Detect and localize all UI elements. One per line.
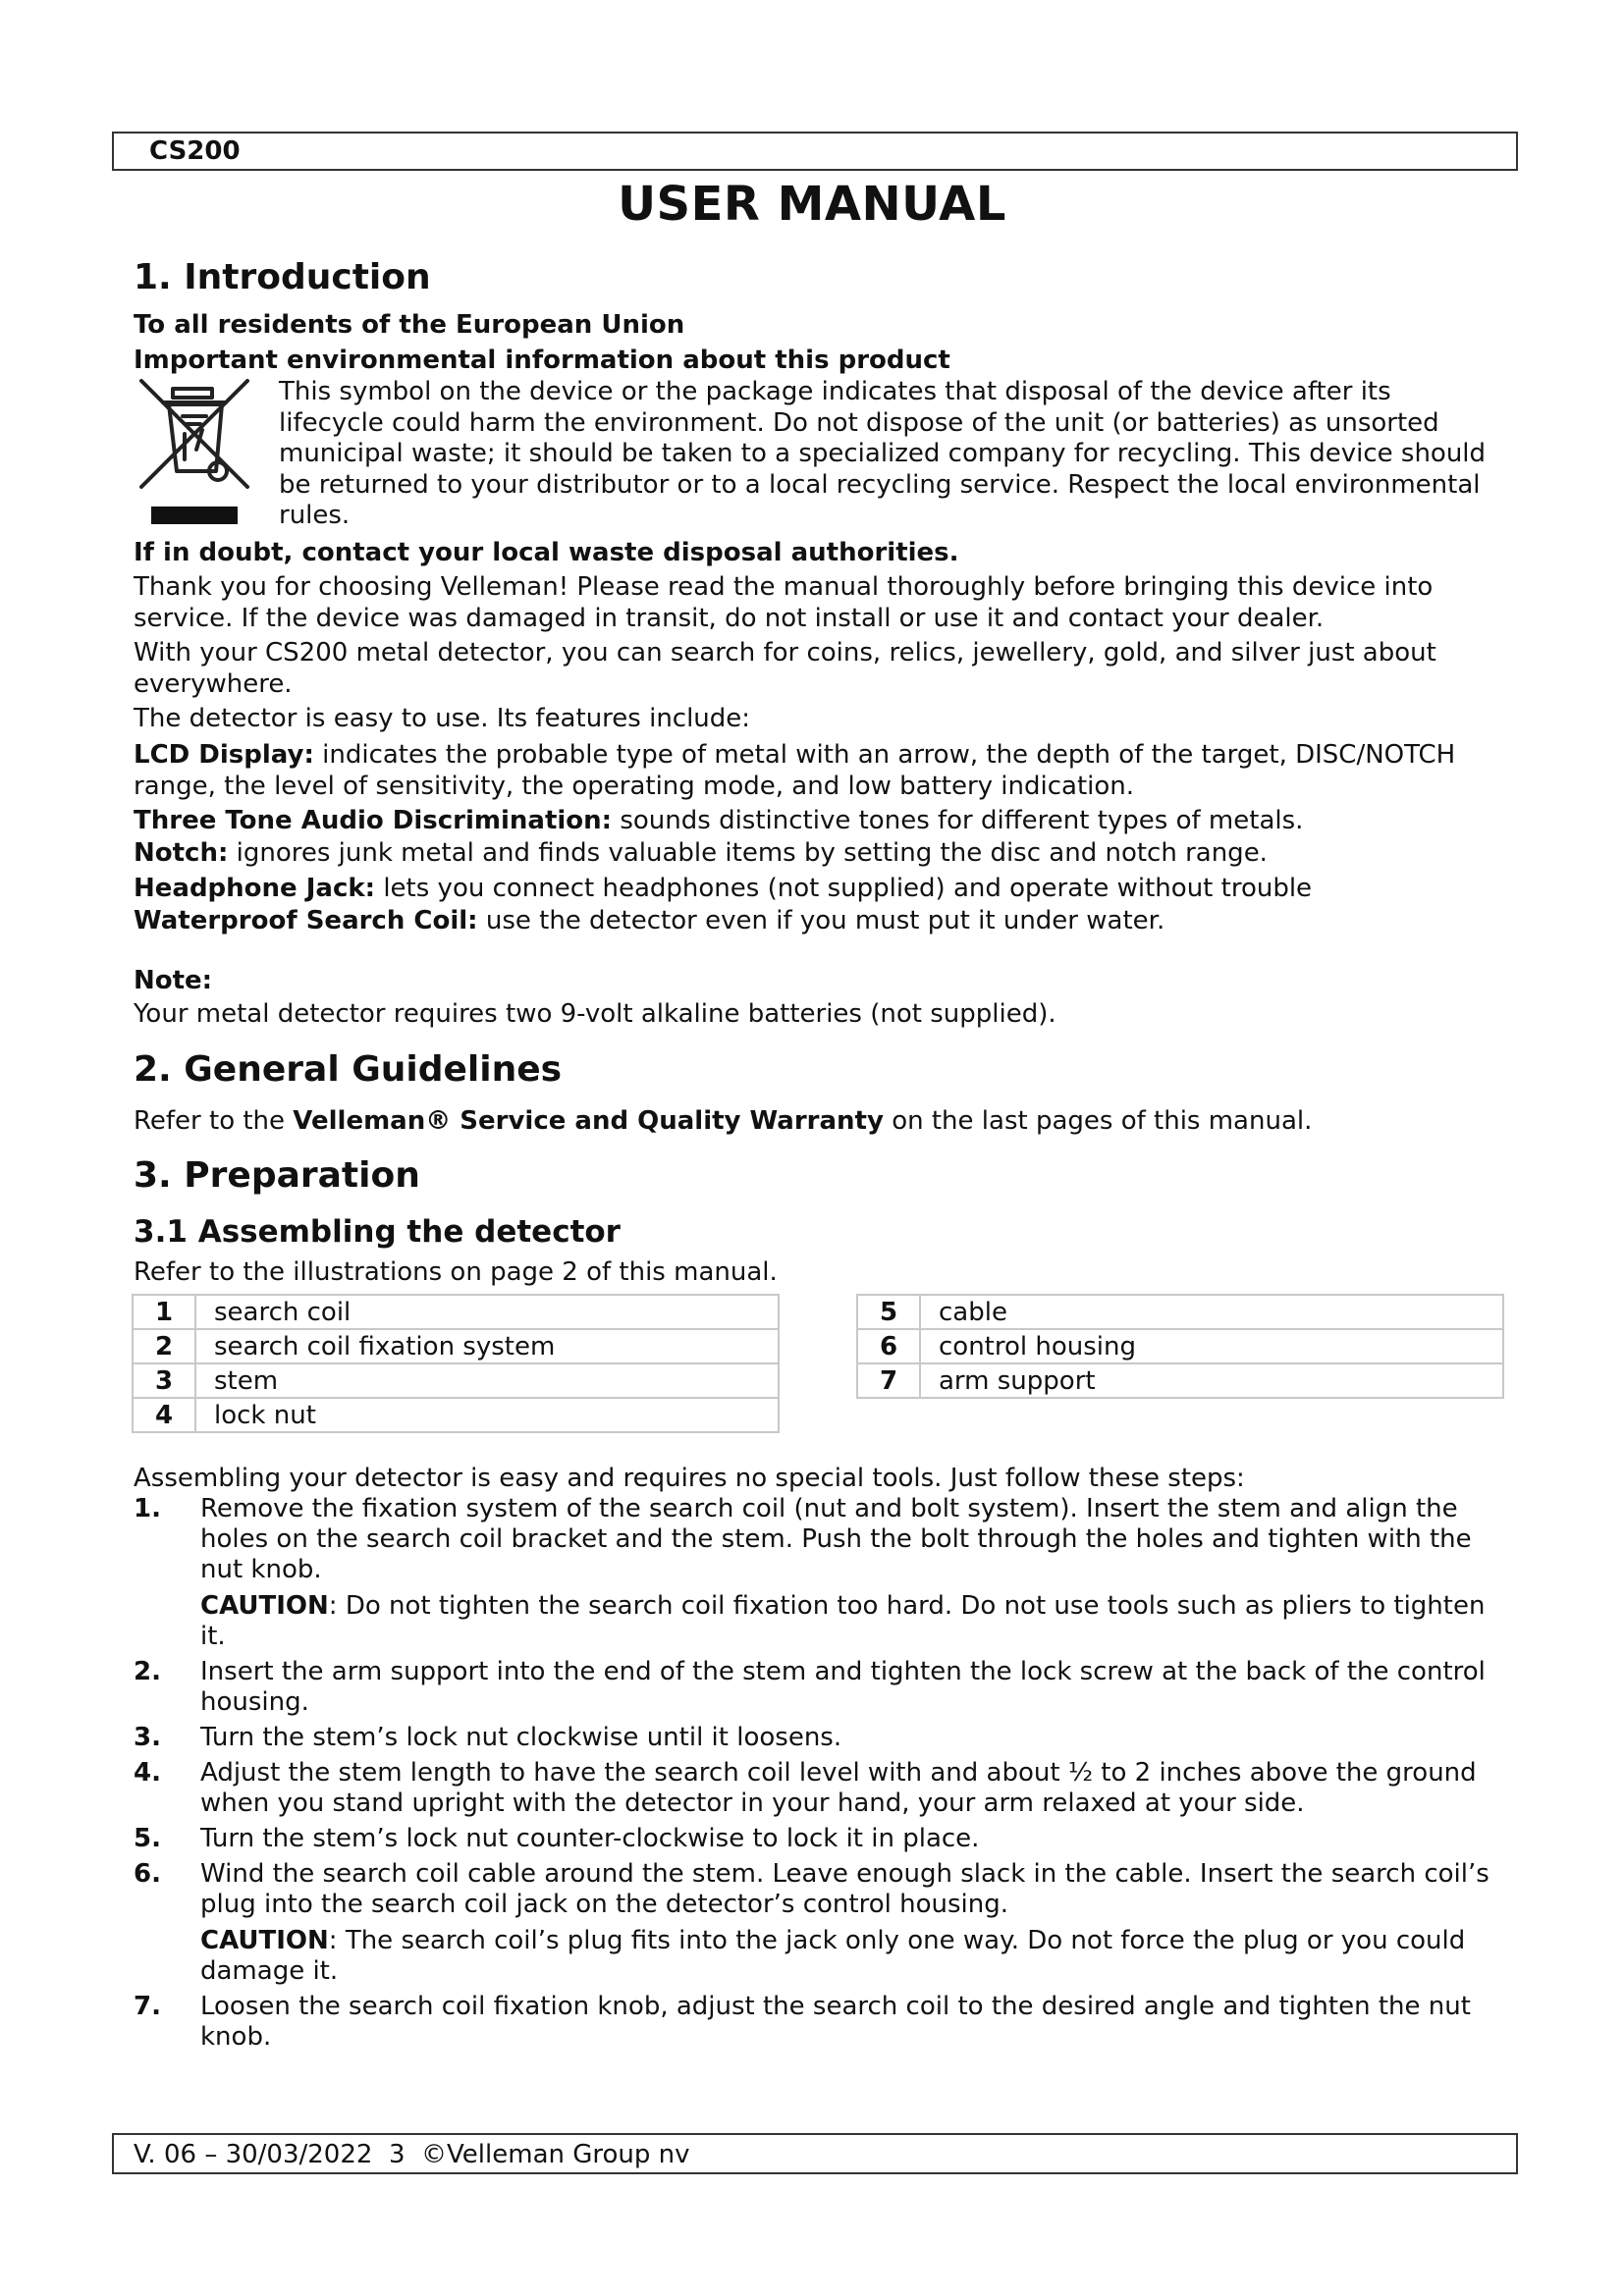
footer-box [112, 2133, 1518, 2174]
table-row [133, 1295, 779, 1329]
list-item [134, 1758, 1508, 1819]
part-number: 7 [857, 1363, 920, 1398]
part-number: 5 [857, 1295, 920, 1329]
table-row [857, 1363, 1503, 1398]
step-text: Wind the search coil cable around the stem. Leave enough slack in the cable. Insert the search coil’s plug into the search coil jack on the detector’s control housing. [200, 1859, 1489, 1919]
part-name: search coil fixation system [195, 1329, 779, 1363]
table-row [133, 1329, 779, 1363]
step-number: 7. [134, 1992, 161, 2021]
caution-text: : The search coil’s plug fits into the jack only one way. Do not force the plug or you could damage it. [200, 1926, 1466, 1986]
feature-three-tone-audio [134, 805, 1303, 836]
feature-waterproof-coil [134, 905, 1164, 936]
list-item [134, 1657, 1508, 1718]
part-number: 4 [133, 1398, 195, 1432]
feature-text: use the detector even if you must put it under water. [477, 906, 1165, 935]
caution-label: CAUTION [200, 1926, 329, 1955]
feature-text: ignores junk metal and finds valuable items by setting the disc and notch range. [228, 838, 1268, 868]
feature-text: indicates the probable type of metal with an arrow, the depth of the target, DISC/NOTCH range, the level of sensitivity, the operating mode, and low battery indication. [134, 740, 1456, 801]
features-intro: The detector is easy to use. Its features include: [134, 704, 751, 733]
cs200-paragraph: With your CS200 metal detector, you can search for coins, relics, jewellery, gold, and silver just about everywhere. [134, 638, 1436, 699]
waste-authorities-line: If in doubt, contact your local waste disposal authorities. [134, 538, 959, 567]
step-text: Turn the stem’s lock nut counter-clockwise to lock it in place. [200, 1824, 980, 1853]
step-number: 2. [134, 1657, 161, 1686]
feature-label: Waterproof Search Coil: [134, 906, 478, 935]
step-number: 5. [134, 1824, 161, 1853]
warranty-reference: Velleman® Service and Quality Warranty [293, 1106, 884, 1136]
feature-notch [134, 837, 1268, 869]
section-heading-guidelines: 2. General Guidelines [134, 1049, 563, 1090]
table-row [857, 1329, 1503, 1363]
page-title: USER MANUAL [618, 177, 1006, 232]
feature-label: LCD Display: [134, 740, 314, 770]
guidelines-post: on the last pages of this manual. [883, 1106, 1313, 1136]
feature-label: Notch: [134, 838, 229, 868]
note-label: Note: [134, 966, 213, 995]
feature-headphone-jack [134, 873, 1312, 904]
parts-table-left [132, 1294, 780, 1433]
list-item [134, 1494, 1508, 1652]
feature-label: Three Tone Audio Discrimination: [134, 806, 613, 835]
header-box [112, 132, 1518, 171]
part-number: 2 [133, 1329, 195, 1363]
feature-lcd-display [134, 739, 1489, 802]
part-name: stem [195, 1363, 779, 1398]
step-number: 4. [134, 1758, 161, 1788]
step-text: Insert the arm support into the end of the stem and tighten the lock screw at the back of the control housing. [200, 1657, 1486, 1717]
table-row [857, 1295, 1503, 1329]
eu-residents-line: To all residents of the European Union [134, 310, 685, 340]
part-number: 6 [857, 1329, 920, 1363]
section-heading-introduction: 1. Introduction [134, 257, 431, 297]
table-row [133, 1398, 779, 1432]
footer-text: V. 06 – 30/03/2022 3 ©Velleman Group nv [134, 2140, 690, 2169]
feature-text: sounds distinctive tones for different types of metals. [612, 806, 1304, 835]
step-number: 1. [134, 1494, 161, 1523]
step-number: 3. [134, 1723, 161, 1752]
illustrations-reference: Refer to the illustrations on page 2 of this manual. [134, 1257, 778, 1287]
list-item [134, 1723, 1508, 1753]
caution-label: CAUTION [200, 1591, 329, 1621]
subsection-heading-assembling: 3.1 Assembling the detector [134, 1214, 621, 1250]
part-name: cable [920, 1295, 1503, 1329]
guidelines-text [134, 1105, 1312, 1137]
part-number: 3 [133, 1363, 195, 1398]
step-number: 6. [134, 1859, 161, 1889]
part-name: control housing [920, 1329, 1503, 1363]
parts-table-right [856, 1294, 1504, 1399]
model-label: CS200 [149, 136, 241, 166]
step-text: Turn the stem’s lock nut clockwise until it loosens. [200, 1723, 842, 1752]
part-name: lock nut [195, 1398, 779, 1432]
note-text: Your metal detector requires two 9-volt alkaline batteries (not supplied). [134, 999, 1056, 1029]
part-number: 1 [133, 1295, 195, 1329]
step-caution [200, 1926, 1508, 1987]
caution-text: : Do not tighten the search coil fixation too hard. Do not use tools such as pliers to tighten it. [200, 1591, 1486, 1651]
step-text: Remove the fixation system of the search coil (nut and bolt system). Insert the stem and align the holes on the search coil bracket and the stem. Push the bolt through the holes and tighten with the nut knob. [200, 1494, 1472, 1584]
list-item [134, 1824, 1508, 1854]
guidelines-pre: Refer to the [134, 1106, 294, 1136]
assembly-steps-list [134, 1494, 1508, 2057]
table-row [133, 1363, 779, 1398]
section-heading-preparation: 3. Preparation [134, 1155, 420, 1196]
step-text: Loosen the search coil fixation knob, adjust the search coil to the desired angle and tighten the nut knob. [200, 1992, 1471, 2052]
list-item [134, 1859, 1508, 1987]
part-name: arm support [920, 1363, 1503, 1398]
step-text: Adjust the stem length to have the search coil level with and about ½ to 2 inches above the ground when you stand upright with the detector in your hand, your arm relaxed at your side. [200, 1758, 1477, 1818]
weee-disposal-text: This symbol on the device or the package indicates that disposal of the device after its lifecycle could harm the environment. Do not dispose of the unit (or batteries) as unsorted municipal waste; it should be taken to a specialized company for recycling. This device should be returned to your distributor or to a local recycling service. Respect the local environmental rules. [279, 377, 1487, 530]
list-item [134, 1992, 1508, 2053]
thanks-paragraph: Thank you for choosing Velleman! Please read the manual thoroughly before bringing this device into service. If the device was damaged in transit, do not install or use it and contact your dealer. [134, 572, 1434, 633]
assembling-intro: Assembling your detector is easy and requires no special tools. Just follow these steps: [134, 1464, 1245, 1493]
feature-label: Headphone Jack: [134, 874, 376, 903]
step-caution [200, 1591, 1508, 1652]
feature-text: lets you connect headphones (not supplied) and operate without trouble [375, 874, 1313, 903]
crossed-out-wheelie-bin-icon [137, 375, 255, 532]
environmental-info-line: Important environmental information about this product [134, 346, 950, 375]
part-name: search coil [195, 1295, 779, 1329]
